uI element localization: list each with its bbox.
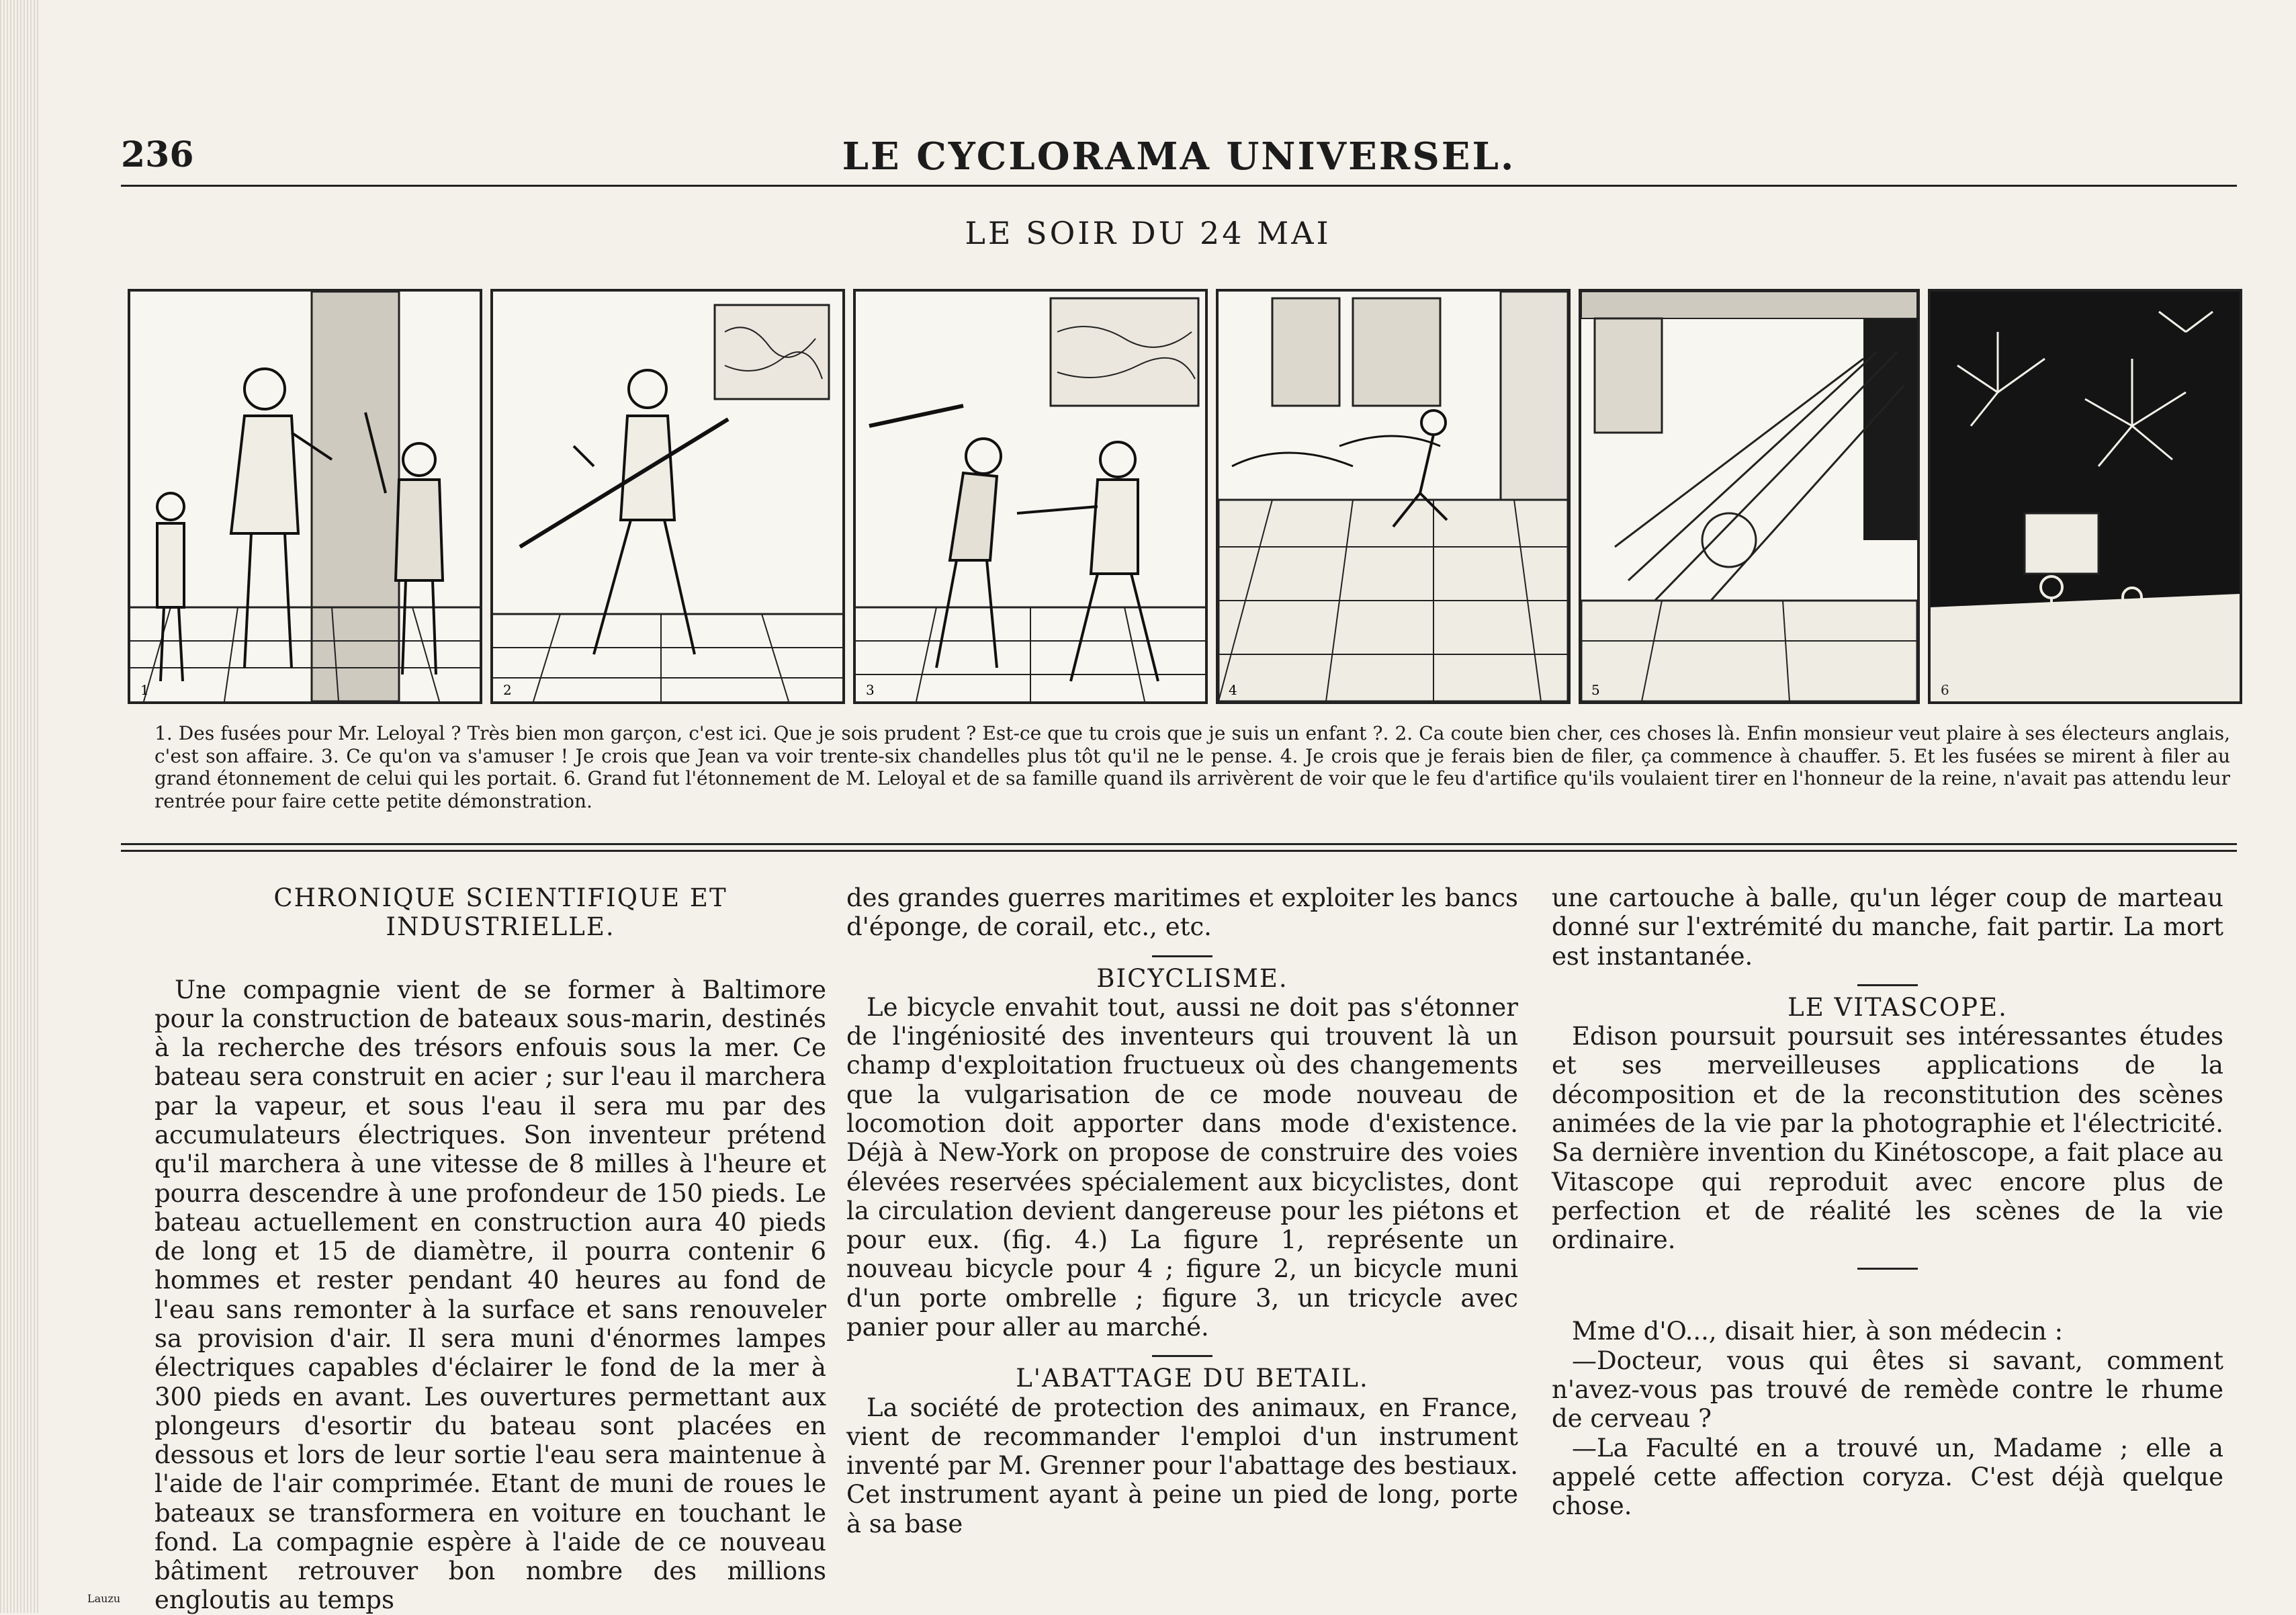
panel-4-number: 4 [1229,682,1237,698]
panel-6-illustration [1931,292,2240,701]
anecdote-answer: —La Faculté en a trouvé un, Madame ; elle a appelé cette affection coryza. C'est déjà quelque chose. [1552,1433,2223,1521]
panel-2-number: 2 [503,682,512,698]
abattage-title: L'ABATTAGE DU BETAIL. [1016,1364,1369,1393]
separator-dash [1152,955,1212,957]
masthead-title: LE CYCLORAMA UNIVERSEL. [842,134,1516,179]
comic-panel-5 [1579,289,1920,704]
comic-panel-6 [1928,289,2242,704]
anecdote-question: —Docteur, vous qui êtes si savant, comment n'avez-vous pas trouvé de remède contre le rhume de cerveau ? [1552,1346,2223,1434]
bicyclisme-paragraph: Le bicycle envahit tout, aussi ne doit pas s'étonner de l'ingéniosité des inventeurs qui trouvent là un champ d'exploitation fructueux où des changements que la vulgarisation de ce mode nouveau de locomotion doit apporter dans mode d'existence. Déjà à New-York on propose de construire des voies élevées reservées spécialement aux bicyclistes, dont la circulation devient dangereuse pour les piétons et pour eux. (fig. 4.) La figure 1, représente un nouveau bicycle pour 4 ; figure 2, un bicycle muni d'un porte ombrelle ; figure 3, un tricycle avec panier pour aller au marché. [846,992,1518,1342]
comic-strip [128,289,2237,699]
printer-mark: Lauzu [87,1592,121,1605]
column2-continuation: des grandes guerres maritimes et exploiter les bancs d'éponge, de corail, etc., etc. [846,883,1518,942]
column-3 [1552,883,2223,1520]
comic-title: LE SOIR DU 24 MAI [965,215,1331,251]
section-rule-lower [121,850,2237,852]
separator-dash [1857,1268,1918,1270]
separator-dash [1152,1355,1212,1357]
header-rule [121,185,2237,187]
comic-caption: 1. Des fusées pour Mr. Leloyal ? Très bien mon garçon, c'est ici. Que je sois prudent ? Est-ce que tu crois que je suis un enfant ?. 2. Ca coute bien cher, ces choses là. Enfin monsieur veut plaire à ses électeurs anglais, c'est son affaire. 3. Ce qu'on va s'amuser ! Je crois que Jean va voir trente-six chandelles plus tôt qu'il ne le pense. 4. Je crois que je ferais bien de filer, ça commence à chauffer. 5. Et les fusées se mirent à filer au grand étonnement de celui qui les portait. 6. Grand fut l'étonnement de M. Leloyal et de sa famille quand ils arrivèrent de voir que le feu d'artifice qu'ils voulaient tirer en l'honneur de la reine, n'avait pas attendu leur rentrée pour faire cette petite démonstration. [154,722,2230,812]
panel-2-illustration [493,292,842,701]
comic-panel-2 [490,289,845,704]
column3-continuation: une cartouche à balle, qu'un léger coup de marteau donné sur l'extrémité du manche, fait partir. La mort est instantanée. [1552,883,2223,971]
panel-3-number: 3 [866,682,875,698]
page-header [121,134,2237,179]
panel-1-illustration [130,292,480,701]
vitascope-title: LE VITASCOPE. [1787,992,2008,1022]
panel-3-illustration [856,292,1205,701]
anecdote-intro: Mme d'O..., disait hier, à son médecin : [1572,1317,2064,1346]
page-number: 236 [121,134,194,175]
bicyclisme-title: BICYCLISME. [1096,963,1288,993]
panel-1-number: 1 [140,682,149,698]
chronique-title-line1: CHRONIQUE SCIENTIFIQUE ET [273,883,727,912]
comic-panel-1 [128,289,482,704]
column-1 [154,883,826,1615]
panel-5-illustration [1581,292,1917,701]
panel-6-number: 6 [1941,682,1949,698]
panel-4-illustration [1219,292,1568,701]
abattage-paragraph: La société de protection des animaux, en France, vient de recommander l'emploi d'un instrument inventé par M. Grenner pour l'abattage des bestiaux. Cet instrument ayant à peine un pied de long, porte à sa base [846,1393,1518,1538]
comic-panel-3 [853,289,1208,704]
chronique-title-line2: INDUSTRIELLE. [386,912,615,942]
panel-5-number: 5 [1591,682,1600,698]
section-rule-upper [121,843,2237,845]
chronique-paragraph: Une compagnie vient de se former à Baltimore pour la construction de bateaux sous-marin, destinés à la recherche des trésors enfouis sous la mer. Ce bateau sera construit en acier ; sur l'eau il marchera par la vapeur, et sous l'eau il sera mu par des accumulateurs électriques. Son inventeur prétend qu'il marchera à une vitesse de 8 milles à l'heure et pourra descendre à une profondeur de 150 pieds. Le bateau actuellement en construction aura 40 pieds de long et 15 de diamètre, il pourra contenir 6 hommes et rester pendant 40 heures au fond de l'eau sans remonter à la surface et sans renouveler sa provision d'air. Il sera muni d'énormes lampes électriques capables d'éclairer le fond de la mer à 300 pieds en avant. Les ouvertures permettant aux plongeurs d'esortir du bateau sont placées en dessous et lors de leur sortie l'eau sera maintenue à l'aide de l'air comprimée. Etant de muni de roues le bateaux se transformera en voiture en touchant le fond. La compagnie espère à l'aide de ce nouveau bâtiment retrouver bon nombre des millions engloutis au temps [154,975,826,1615]
separator-dash [1857,984,1918,986]
vitascope-paragraph: Edison poursuit poursuit ses intéressantes études et ses merveilleuses applications de la décomposition et de la reconstitution des scènes animées de la vie par la photographie et l'électricité. Sa dernière invention du Kinétoscope, a fait place au Vitascope qui reproduit avec encore plus de perfection et de réalité les scènes de la vie ordinaire. [1552,1022,2223,1255]
comic-panel-4 [1216,289,1571,704]
column-2 [846,883,1518,1538]
